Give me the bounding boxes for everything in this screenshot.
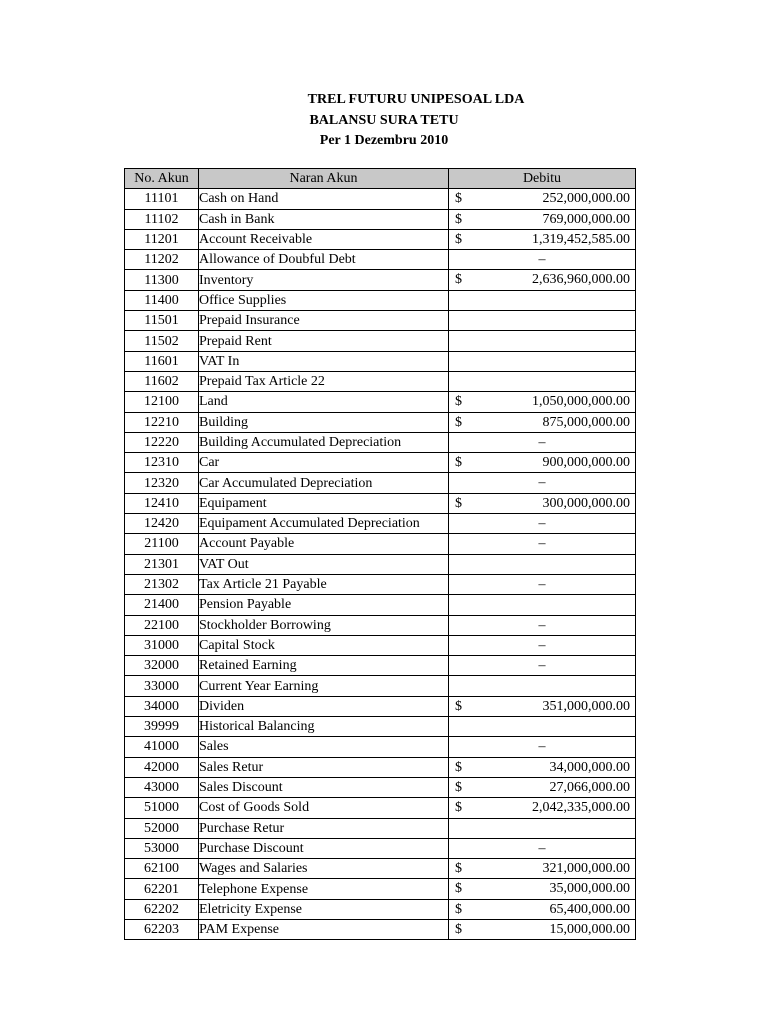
account-name: Account Payable — [199, 534, 449, 554]
account-name: Sales Retur — [199, 757, 449, 777]
table-row — [125, 757, 636, 777]
account-number: 21400 — [125, 595, 199, 615]
account-number: 11601 — [125, 351, 199, 371]
account-name: Purchase Retur — [199, 818, 449, 838]
debit-cell — [449, 189, 636, 209]
account-name: Purchase Discount — [199, 838, 449, 858]
debit-amount: 252,000,000.00 — [542, 191, 630, 207]
table-row — [125, 859, 636, 879]
table-header-row — [125, 169, 636, 189]
zero-dash: – — [538, 658, 546, 674]
account-name: Cash on Hand — [199, 189, 449, 209]
currency-symbol: $ — [455, 231, 462, 247]
debit-cell — [449, 270, 636, 290]
currency-symbol: $ — [455, 800, 462, 816]
account-name: Sales — [199, 737, 449, 757]
account-name: VAT In — [199, 351, 449, 371]
account-name: Capital Stock — [199, 635, 449, 655]
account-number: 52000 — [125, 818, 199, 838]
zero-dash: – — [538, 739, 546, 755]
account-name: Car Accumulated Depreciation — [199, 473, 449, 493]
debit-cell — [449, 371, 636, 391]
debit-cell — [449, 798, 636, 818]
debit-cell — [449, 757, 636, 777]
debit-cell — [449, 493, 636, 513]
account-number: 22100 — [125, 615, 199, 635]
debit-cell — [449, 656, 636, 676]
account-name: Car — [199, 453, 449, 473]
account-name: Equipament — [199, 493, 449, 513]
table-row — [125, 737, 636, 757]
report-period: Per 1 Dezembru 2010 — [319, 133, 449, 148]
account-name: Telephone Expense — [199, 879, 449, 899]
debit-cell — [449, 453, 636, 473]
account-name: Prepaid Rent — [199, 331, 449, 351]
table-row — [125, 676, 636, 696]
account-number: 12320 — [125, 473, 199, 493]
table-row — [125, 270, 636, 290]
report-header — [0, 90, 768, 152]
column-header-account-no: No. Akun — [125, 169, 199, 189]
account-name: Cost of Goods Sold — [199, 798, 449, 818]
table-row — [125, 615, 636, 635]
account-name: VAT Out — [199, 554, 449, 574]
table-body — [125, 189, 636, 940]
debit-amount: 2,042,335,000.00 — [532, 800, 630, 816]
account-name: Equipament Accumulated Depreciation — [199, 514, 449, 534]
column-header-debit: Debitu — [449, 169, 636, 189]
debit-cell — [449, 574, 636, 594]
table-row — [125, 311, 636, 331]
table-row — [125, 879, 636, 899]
account-number: 12420 — [125, 514, 199, 534]
table-row — [125, 899, 636, 919]
table-row — [125, 229, 636, 249]
account-name: Current Year Earning — [199, 676, 449, 696]
table-row — [125, 331, 636, 351]
table-row — [125, 514, 636, 534]
currency-symbol: $ — [455, 861, 462, 877]
debit-cell — [449, 737, 636, 757]
account-number: 12210 — [125, 412, 199, 432]
debit-cell — [449, 331, 636, 351]
debit-cell — [449, 818, 636, 838]
zero-dash: – — [538, 475, 546, 491]
account-number: 12100 — [125, 392, 199, 412]
account-name: Eletricity Expense — [199, 899, 449, 919]
account-number: 11501 — [125, 311, 199, 331]
debit-cell — [449, 432, 636, 452]
zero-dash: – — [538, 637, 546, 653]
zero-dash: – — [538, 252, 546, 268]
table-row — [125, 777, 636, 797]
debit-cell — [449, 859, 636, 879]
debit-cell — [449, 595, 636, 615]
account-number: 41000 — [125, 737, 199, 757]
account-number: 21302 — [125, 574, 199, 594]
debit-amount: 2,636,960,000.00 — [532, 272, 630, 288]
debit-cell — [449, 412, 636, 432]
currency-symbol: $ — [455, 191, 462, 207]
currency-symbol: $ — [455, 698, 462, 714]
table-row — [125, 453, 636, 473]
debit-cell — [449, 534, 636, 554]
account-number: 11202 — [125, 250, 199, 270]
table-row — [125, 473, 636, 493]
table-row — [125, 371, 636, 391]
zero-dash: – — [538, 840, 546, 856]
table-row — [125, 493, 636, 513]
table-row — [125, 290, 636, 310]
currency-symbol: $ — [455, 495, 462, 511]
account-name: PAM Expense — [199, 919, 449, 939]
account-name: Cash in Bank — [199, 209, 449, 229]
currency-symbol: $ — [455, 414, 462, 430]
currency-symbol: $ — [455, 901, 462, 917]
table-row — [125, 656, 636, 676]
debit-cell — [449, 351, 636, 371]
company-name: TREL FUTURU UNIPESOAL LDA — [307, 92, 525, 107]
account-number: 12220 — [125, 432, 199, 452]
debit-cell — [449, 777, 636, 797]
debit-cell — [449, 554, 636, 574]
debit-cell — [449, 717, 636, 737]
currency-symbol: $ — [455, 779, 462, 795]
table-row — [125, 574, 636, 594]
account-name: Stockholder Borrowing — [199, 615, 449, 635]
debit-amount: 1,050,000,000.00 — [532, 394, 630, 410]
account-number: 39999 — [125, 717, 199, 737]
table-row — [125, 250, 636, 270]
debit-amount: 65,400,000.00 — [549, 901, 630, 917]
account-number: 32000 — [125, 656, 199, 676]
table-row — [125, 534, 636, 554]
debit-cell — [449, 879, 636, 899]
debit-cell — [449, 635, 636, 655]
debit-cell — [449, 514, 636, 534]
debit-cell — [449, 250, 636, 270]
account-number: 42000 — [125, 757, 199, 777]
debit-amount: 34,000,000.00 — [549, 759, 630, 775]
account-name: Office Supplies — [199, 290, 449, 310]
account-number: 34000 — [125, 696, 199, 716]
account-name: Tax Article 21 Payable — [199, 574, 449, 594]
zero-dash: – — [538, 434, 546, 450]
currency-symbol: $ — [455, 272, 462, 288]
account-number: 31000 — [125, 635, 199, 655]
account-name: Wages and Salaries — [199, 859, 449, 879]
account-name: Sales Discount — [199, 777, 449, 797]
currency-symbol: $ — [455, 881, 462, 897]
account-number: 21100 — [125, 534, 199, 554]
table-row — [125, 838, 636, 858]
account-name: Land — [199, 392, 449, 412]
debit-cell — [449, 696, 636, 716]
report-title: BALANSU SURA TETU — [309, 112, 459, 128]
debit-cell — [449, 290, 636, 310]
zero-dash: – — [538, 617, 546, 633]
account-number: 21301 — [125, 554, 199, 574]
debit-cell — [449, 229, 636, 249]
account-number: 11102 — [125, 209, 199, 229]
debit-amount: 769,000,000.00 — [542, 211, 630, 227]
account-name: Prepaid Tax Article 22 — [199, 371, 449, 391]
table-row — [125, 818, 636, 838]
table-row — [125, 696, 636, 716]
account-number: 12410 — [125, 493, 199, 513]
account-name: Retained Earning — [199, 656, 449, 676]
account-name: Allowance of Doubful Debt — [199, 250, 449, 270]
account-number: 43000 — [125, 777, 199, 797]
account-number: 62100 — [125, 859, 199, 879]
table-row — [125, 595, 636, 615]
table-row — [125, 392, 636, 412]
debit-amount: 351,000,000.00 — [542, 698, 630, 714]
table-row — [125, 717, 636, 737]
debit-cell — [449, 899, 636, 919]
currency-symbol: $ — [455, 211, 462, 227]
debit-amount: 900,000,000.00 — [542, 455, 630, 471]
debit-cell — [449, 473, 636, 493]
table-row — [125, 412, 636, 432]
account-number: 11300 — [125, 270, 199, 290]
account-number: 33000 — [125, 676, 199, 696]
account-number: 53000 — [125, 838, 199, 858]
account-number: 11101 — [125, 189, 199, 209]
currency-symbol: $ — [455, 455, 462, 471]
table-row — [125, 919, 636, 939]
debit-cell — [449, 311, 636, 331]
account-name: Inventory — [199, 270, 449, 290]
debit-amount: 27,066,000.00 — [549, 779, 630, 795]
account-number: 62201 — [125, 879, 199, 899]
table-row — [125, 189, 636, 209]
account-name: Account Receivable — [199, 229, 449, 249]
column-header-account-name: Naran Akun — [199, 169, 449, 189]
debit-cell — [449, 838, 636, 858]
table-row — [125, 798, 636, 818]
currency-symbol: $ — [455, 759, 462, 775]
account-number: 62202 — [125, 899, 199, 919]
account-name: Historical Balancing — [199, 717, 449, 737]
debit-amount: 1,319,452,585.00 — [532, 231, 630, 247]
debit-amount: 15,000,000.00 — [549, 921, 630, 937]
currency-symbol: $ — [455, 921, 462, 937]
zero-dash: – — [538, 516, 546, 532]
zero-dash: – — [538, 536, 546, 552]
zero-dash: – — [538, 576, 546, 592]
account-number: 62203 — [125, 919, 199, 939]
account-number: 11201 — [125, 229, 199, 249]
account-name: Prepaid Insurance — [199, 311, 449, 331]
account-name: Dividen — [199, 696, 449, 716]
debit-amount: 875,000,000.00 — [542, 414, 630, 430]
debit-cell — [449, 676, 636, 696]
table-row — [125, 209, 636, 229]
account-number: 51000 — [125, 798, 199, 818]
currency-symbol: $ — [455, 394, 462, 410]
debit-amount: 35,000,000.00 — [549, 881, 630, 897]
account-name: Building — [199, 412, 449, 432]
account-number: 11400 — [125, 290, 199, 310]
debit-amount: 321,000,000.00 — [542, 861, 630, 877]
debit-cell — [449, 392, 636, 412]
table-row — [125, 554, 636, 574]
table-row — [125, 351, 636, 371]
account-number: 11602 — [125, 371, 199, 391]
debit-cell — [449, 209, 636, 229]
account-number: 12310 — [125, 453, 199, 473]
account-name: Building Accumulated Depreciation — [199, 432, 449, 452]
debit-cell — [449, 615, 636, 635]
table-row — [125, 635, 636, 655]
debit-cell — [449, 919, 636, 939]
account-name: Pension Payable — [199, 595, 449, 615]
trial-balance-table — [124, 168, 636, 940]
account-number: 11502 — [125, 331, 199, 351]
debit-amount: 300,000,000.00 — [542, 495, 630, 511]
table-row — [125, 432, 636, 452]
